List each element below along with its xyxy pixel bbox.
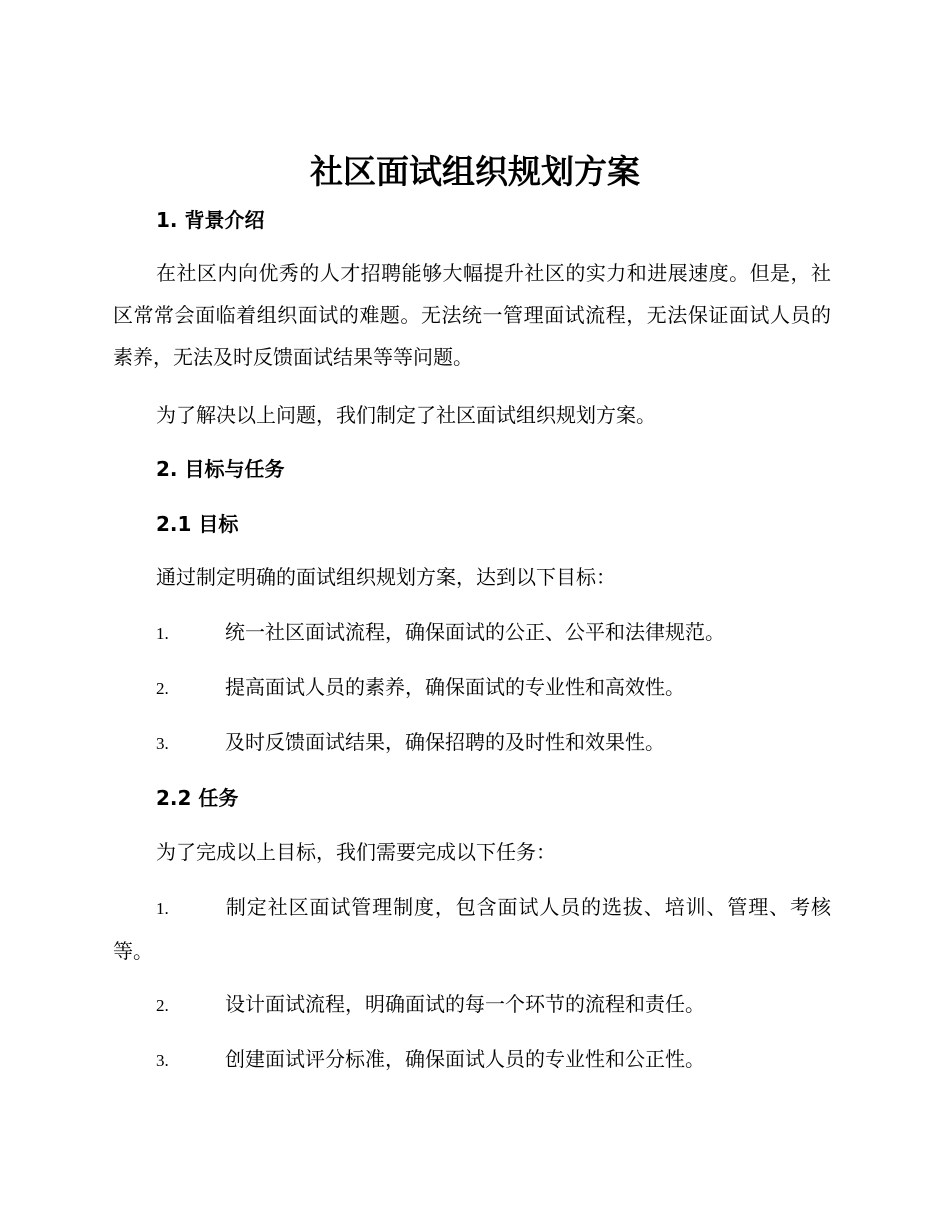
list-item-text: 提高面试人员的素养，确保面试的专业性和高效性。 — [225, 675, 685, 699]
tasks-intro-paragraph: 为了完成以上目标，我们需要完成以下任务： — [156, 840, 556, 864]
tasks-list-item — [113, 886, 831, 972]
list-item-number: 1. — [156, 899, 169, 918]
list-item-number: 2. — [156, 996, 169, 1015]
section-heading-goals-tasks: 2. 目标与任务 — [156, 457, 285, 481]
document-title: 社区面试组织规划方案 — [310, 152, 640, 191]
background-paragraph-1: 在社区内向优秀的人才招聘能够大幅提升社区的实力和进展速度。但是，社区常常会面临着组织面试的难题。无法统一管理面试流程，无法保证面试人员的素养，无法及时反馈面试结果等等问题。 — [113, 261, 831, 369]
list-item-number: 2. — [156, 679, 169, 698]
list-item-number: 3. — [156, 1051, 169, 1070]
list-item-number: 1. — [156, 624, 169, 643]
list-item-text: 制定社区面试管理制度，包含面试人员的选拔、培训、管理、考核等。 — [113, 895, 831, 963]
list-item-text: 统一社区面试流程，确保面试的公正、公平和法律规范。 — [225, 620, 725, 644]
subsection-heading-goals: 2.1 目标 — [156, 512, 239, 536]
goals-list-item — [113, 611, 831, 655]
background-paragraph-2: 为了解决以上问题，我们制定了社区面试组织规划方案。 — [156, 403, 656, 427]
tasks-list-item — [113, 1038, 831, 1082]
goals-intro-paragraph: 通过制定明确的面试组织规划方案，达到以下目标： — [156, 565, 616, 589]
goals-list-item — [113, 721, 831, 765]
list-item-number: 3. — [156, 734, 169, 753]
section-heading-background: 1. 背景介绍 — [156, 208, 265, 232]
list-item-text: 及时反馈面试结果，确保招聘的及时性和效果性。 — [225, 730, 665, 754]
list-item-text: 创建面试评分标准，确保面试人员的专业性和公正性。 — [225, 1047, 705, 1071]
goals-list-item — [113, 666, 831, 710]
tasks-list-item — [113, 983, 831, 1027]
subsection-heading-tasks: 2.2 任务 — [156, 786, 239, 810]
list-item-text: 设计面试流程，明确面试的每一个环节的流程和责任。 — [225, 992, 705, 1016]
